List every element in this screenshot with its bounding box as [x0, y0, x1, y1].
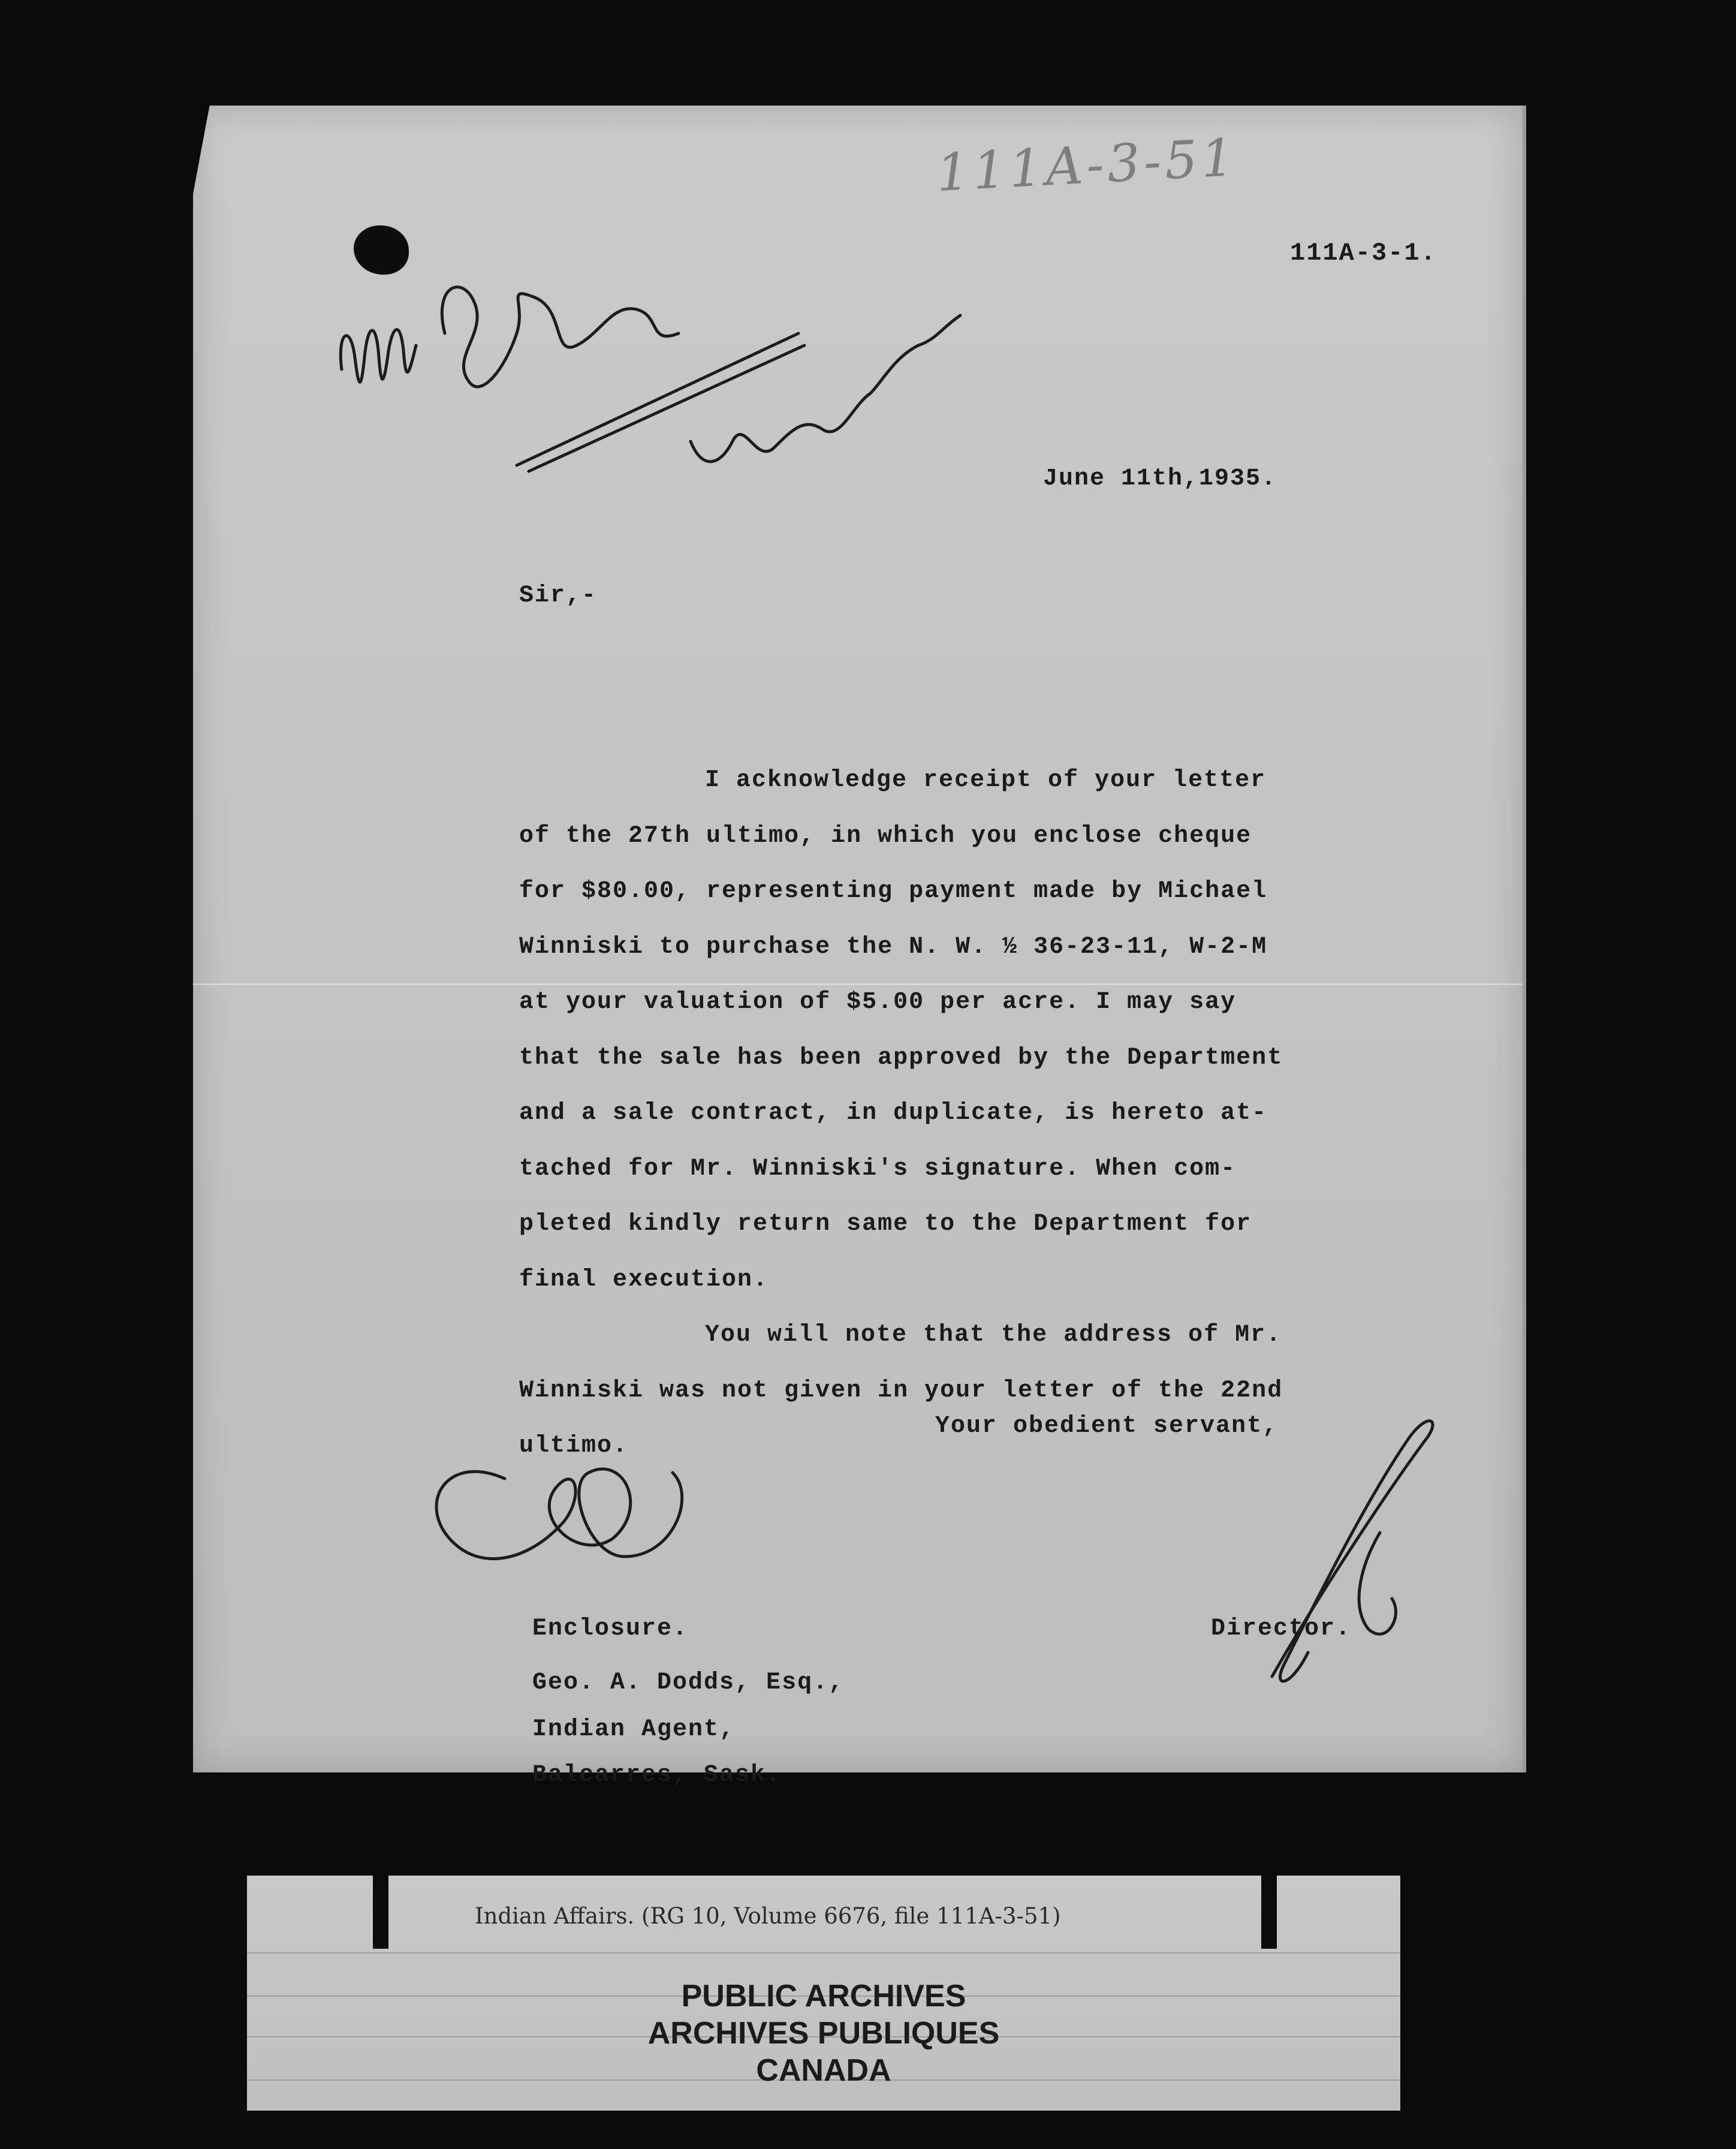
body-line: for $80.00, representing payment made by Michael: [519, 878, 1268, 905]
body-line: and a sale contract, in duplicate, is hereto at-: [519, 1100, 1268, 1127]
body-line: at your valuation of $5.00 per acre. I may say: [519, 989, 1237, 1016]
enclosure-note: Enclosure.: [532, 1615, 689, 1642]
body-line: final execution.: [519, 1266, 769, 1293]
addressee-place: Balcarres, Sask.: [532, 1762, 782, 1789]
archive-stamp: [247, 1978, 1400, 2089]
archive-label: [247, 1876, 1400, 2111]
body-line: Winniski was not given in your letter of the 22nd: [519, 1377, 1283, 1404]
archive-citation: Indian Affairs. (RG 10, Volume 6676, file 111A-3-51): [475, 1903, 1061, 1929]
handwritten-file-reference: 111A-3-51: [935, 127, 1239, 204]
body-line: ultimo.: [519, 1432, 629, 1459]
body-line: You will note that the address of Mr.: [705, 1322, 1282, 1349]
annotation-underline-2: [529, 345, 804, 471]
body-line: Winniski to purchase the N. W. ½ 36-23-11, W-2-M: [519, 933, 1268, 961]
stamp-line-fr: ARCHIVES PUBLIQUES: [647, 2016, 1000, 2051]
handwritten-initials: [436, 1469, 682, 1559]
body-line: that the sale has been approved by the Department: [519, 1044, 1283, 1072]
stamp-line-country: CANADA: [756, 2053, 891, 2088]
body-line: I acknowledge receipt of your letter: [705, 767, 1267, 794]
stamp-line-en: PUBLIC ARCHIVES: [681, 1979, 966, 2013]
letter-date: June 11th,1935.: [1043, 465, 1277, 492]
label-rule: [247, 1952, 1400, 1954]
salutation: Sir,-: [519, 582, 598, 609]
letter-body: [519, 753, 1283, 1474]
label-bar-right: [1261, 1876, 1277, 1949]
file-reference: 111A-3-1.: [1290, 239, 1437, 267]
addressee-title: Indian Agent,: [532, 1716, 736, 1743]
handwritten-annotation-mr: [340, 330, 416, 383]
handwritten-annotation-name: [442, 287, 679, 387]
annotation-underline: [517, 333, 798, 465]
label-bar-left: [373, 1876, 388, 1949]
handwritten-annotation-new-file: [691, 315, 960, 462]
letter-page: [193, 106, 1526, 1789]
body-line: tached for Mr. Winniski's signature. When com-: [519, 1155, 1237, 1182]
addressee-name: Geo. A. Dodds, Esq.,: [532, 1669, 845, 1696]
closing-line: Your obedient servant,: [935, 1413, 1279, 1440]
signature-title: Director.: [1211, 1615, 1352, 1642]
body-line: pleted kindly return same to the Department for: [519, 1211, 1252, 1238]
body-line: of the 27th ultimo, in which you enclose cheque: [519, 822, 1252, 850]
ink-blot: [354, 225, 409, 275]
